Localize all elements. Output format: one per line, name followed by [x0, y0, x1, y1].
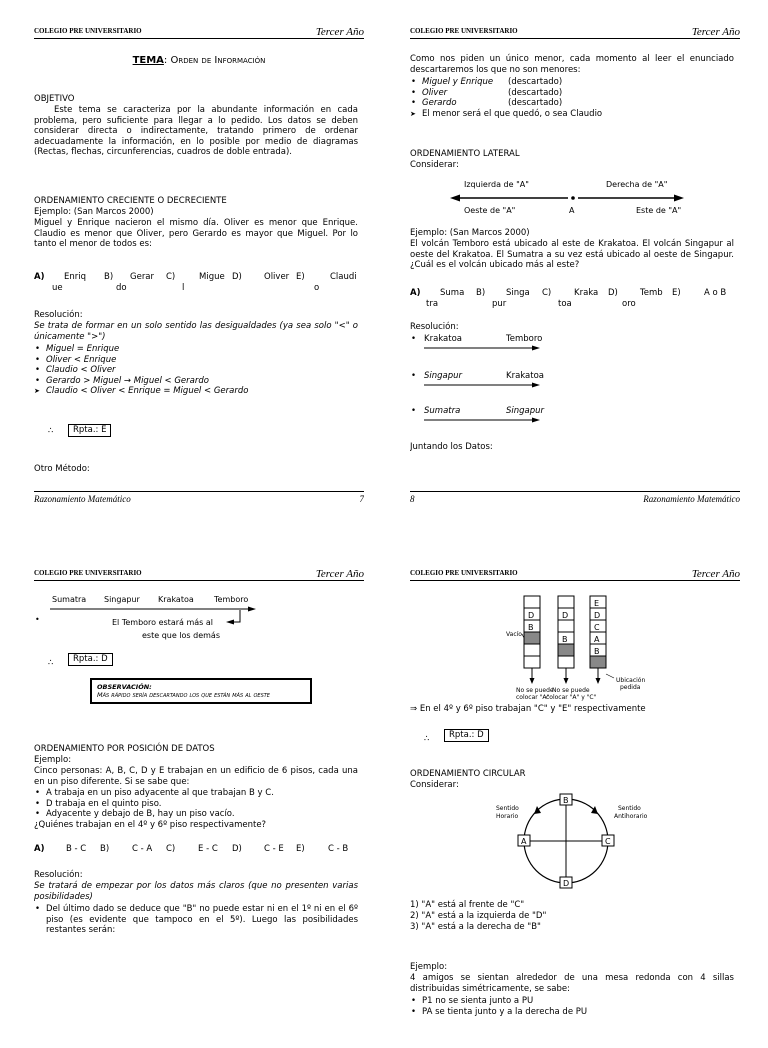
example-label: Ejemplo: (San Marcos 2000) [34, 207, 154, 217]
juntando-label: Juntando los Datos: [410, 442, 493, 452]
section-heading: ORDENAMIENTO CIRCULAR [410, 769, 526, 779]
problem-text: El volcán Temboro está ubicado al este de Krakatoa. El volcán Singapur al oeste del Krakatoa. El Sumatra a su vez está ubicado al oeste de Singapur. ¿Cuál es el volcán ubicado más al este? [410, 239, 734, 270]
building-diagram [410, 592, 740, 712]
example-label: Ejemplo: (San Marcos 2000) [410, 228, 530, 238]
svg-text:D: D [594, 611, 601, 620]
caption: Ubicación [616, 677, 646, 684]
section-heading: ORDENAMIENTO LATERAL [410, 149, 520, 159]
list-item: • Adyacente y debajo de B, hay un piso vacío. [34, 809, 274, 820]
book-title: Razonamiento Matemático [643, 494, 740, 504]
therefore-symbol: ∴ [48, 426, 54, 436]
resolution-label: Resolución: [34, 310, 83, 320]
svg-text:A: A [594, 635, 600, 644]
problem-text: Miguel y Enrique nacieron el mismo día. Oliver es menor que Enrique. Claudio es menor que Oliver, pero Gerardo es mayor que Miguel. Por lo tanto el menor de todos es: [34, 218, 358, 249]
intro-text: Como nos piden un único menor, cada momento al leer el enunciado descartaremos los que no son menores: [410, 54, 734, 75]
fact-line: 2) "A" está a la izquierda de "D" [410, 911, 547, 921]
course-year: Tercer Año [691, 25, 740, 38]
problem-text: 4 amigos se sientan alrededor de una mesa redonda con 4 sillas distribuidas simétricamente, se sabe: [410, 973, 734, 994]
question-text: ¿Quiénes trabajan en el 4º y 6º piso respectivamente? [34, 820, 267, 830]
svg-text:D: D [528, 611, 535, 620]
example-label: Ejemplo: [34, 755, 72, 765]
list-item: ➤ El menor será el que quedó, o sea Claudio [410, 109, 602, 120]
school-name: COLEGIO PRE UNIVERSITARIO [34, 26, 142, 35]
seat-a: A [521, 837, 527, 846]
book-title: Razonamiento Matemático [34, 494, 131, 504]
example-label: Ejemplo: [410, 962, 448, 972]
page-number: 7 [359, 494, 364, 504]
caption: pedida [620, 684, 641, 691]
counterclockwise-label: Antihorario [614, 813, 648, 820]
note-line: este que los demás [142, 631, 220, 640]
page-7: COLEGIO PRE UNIVERSITARIO Tercer Año TEMA: Orden de Información OBJETIVO Este tema se caracteriza por la abundante información en cada problema, pero suficiente para llegar a lo pedido. Los datos se deben considerar directa o indirectamente, tratando primero de ordenar adecuadamente la información, en lo posible por medio de diagramas (Rectas, flechas, circunferencias, cuadros de doble entrada). ORDENAMIENTO CRECIENTE O DECRECIENTE Ejemplo: (San Marcos 2000) Miguel y Enrique nacieron el mismo día. Oliver es menor que Enrique. Claudio es menor que Oliver, pero Gerardo es mayor que Miguel. Por lo tanto el menor de todos es: A) Enriq ue B) Gerar do C) Migue l D) Oliver E) Claudi o Resolución: Se trata de formar en un solo sentido las desigualdades (ya sea solo "<" o únicamente ">") • Miguel = Enrique • Oliver < Enrique • Claudio < Oliver • Gerardo > Miguel → Miguel < Gerardo ➤ Claudio < Oliver < Enrique = Miguel < Gerardo ∴ Rpta.: E Otro Método: Razonamiento Matemático 7 [34, 24, 364, 506]
svg-text:•: • [35, 615, 40, 624]
lateral-diagram [410, 176, 740, 226]
page-8: COLEGIO PRE UNIVERSITARIO Tercer Año Como nos piden un único menor, cada momento al leer el enunciado descartaremos los que no son menores: • Miguel y Enrique (descartado) • Oliver (descartado) • Gerardo (descartado) ➤ El menor será el que quedó, o sea Claudio ORDENAMIENTO LATERAL Considerar: Izquierda de "A" Derecha de "A" Oeste de "A" A Este de "A" Ejemplo: (San Marcos 2000) El volcán Temboro está ubicado al este de Krakatoa. El volcán Singapur al oeste del Krakatoa. El Sumatra a su vez está ubicado al oeste de Singapur. ¿Cuál es el volcán ubicado más al este? A) Suma tra B) Singa pur C) Kraka toa D) Temb oro E) A o B Resolución: • Krakatoa Temboro • Singapur Krakatoa • Sumatra Singapur Juntando los Datos: 8 Razonamiento Matemático [410, 24, 740, 506]
list-item: ➤ Claudio < Oliver < Enrique = Miguel < Gerardo [34, 386, 248, 397]
page-9: COLEGIO PRE UNIVERSITARIO Tercer Año Sumatra Singapur Krakatoa Temboro • El Temboro estará más al este que los demás ∴ Rpta.: D OBSERVACIÓN: Más rápido sería descartando los que están más al oeste ORDENAMIENTO POR POSICIÓN DE DATOS Ejemplo: Cinco personas: A, B, C, D y E trabajan en un edificio de 6 pisos, cada una en un piso diferente. Si se sabe que: • A trabaja en un piso adyacente al que trabajan B y C. • D trabaja en el quinto piso. • Adyacente y debajo de B, hay un piso vacío. ¿Quiénes trabajan en el 4º y 6º piso respectivamente? A) B - C B) C - A C) E - C D) C - E E) C - B Resolución: Se tratará de empezar por los datos más claros (que no presenten varias posibilidades) • Del último dado se deduce que "B" no puede estar ni en el 1º ni en el 6º piso (es evidente que tampoco en el 5º). Luego las posibilidades restantes serán: [34, 566, 364, 1048]
note-line: El Temboro estará más al [112, 618, 213, 627]
caption: colocar "A" [516, 694, 550, 701]
page-footer [410, 491, 740, 506]
page-10 [410, 566, 740, 1048]
therefore-symbol: ∴ [48, 658, 54, 668]
list-item: • Oliver < Enrique [34, 355, 248, 366]
section-heading: OBJETIVO [34, 94, 75, 104]
course-year: Tercer Año [315, 25, 364, 38]
point-a-label: A [569, 206, 575, 215]
answer-box: Rpta.: D [68, 653, 113, 666]
problem-text: Cinco personas: A, B, C, D y E trabajan en un edificio de 6 pisos, cada una en un piso diferente. Si se sabe que: [34, 766, 358, 787]
conditions-list [34, 788, 274, 820]
fact-line: 3) "A" está a la derecha de "B" [410, 922, 541, 932]
clockwise-label: Horario [496, 813, 519, 820]
svg-text:B: B [562, 635, 568, 644]
section-heading: ORDENAMIENTO POR POSICIÓN DE DATOS [34, 744, 215, 754]
list-item: • Claudio < Oliver [34, 365, 248, 376]
caption: No se puede [552, 687, 590, 694]
therefore-symbol: ∴ [424, 734, 430, 744]
page-header [34, 24, 364, 39]
list-item: • P1 no se sienta junto a PU [410, 996, 587, 1007]
list-item: • Gerardo > Miguel → Miguel < Gerardo [34, 376, 248, 387]
list-item: • Miguel = Enrique [34, 344, 248, 355]
conclusion-text: ⇒ En el 4º y 6º piso trabajan "C" y "E" respectivamente [410, 704, 646, 714]
deduction-list [34, 904, 358, 936]
list-item: • Miguel y Enrique (descartado) [410, 77, 602, 88]
answer-box: Rpta.: D [444, 729, 489, 742]
caption: colocar "A" y "C" [546, 694, 597, 701]
school-name: COLEGIO PRE UNIVERSITARIO [410, 26, 518, 35]
page-header [410, 566, 740, 581]
volcano-label: Temboro [214, 595, 249, 604]
seat-b: B [563, 796, 569, 805]
clockwise-label: Sentido [496, 805, 519, 812]
resolution-text: Se trata de formar en un solo sentido las desigualdades (ya sea solo "<" o únicamente ">") [34, 321, 358, 342]
circular-diagram [410, 792, 740, 892]
joined-diagram [34, 592, 364, 652]
resolution-label: Resolución: [410, 322, 459, 332]
list-item: • PA se tienta junto y a la derecha de PU [410, 1007, 587, 1018]
page-title: TEMA: Orden de Información [132, 55, 266, 66]
svg-text:D: D [562, 611, 569, 620]
considerar-label: Considerar: [410, 160, 459, 170]
svg-text:B: B [594, 647, 600, 656]
discard-list [410, 77, 602, 119]
resolution-text: Se tratará de empezar por los datos más claros (que no presenten varias posibilidades) [34, 881, 358, 902]
section-heading: ORDENAMIENTO CRECIENTE O DECRECIENTE [34, 196, 227, 206]
objetivo-text: Este tema se caracteriza por la abundante información en cada problema, pero suficiente para llegar a lo pedido. Los datos se deben considerar directa o indirectamente, tratando primero de ordenar adecuadamente la información, en lo posible por medio de diagramas (Rectas, flechas, circunferencias, cuadros de doble entrada). [34, 105, 358, 157]
list-item: • Oliver (descartado) [410, 88, 602, 99]
page-header [34, 566, 364, 581]
svg-text:C: C [594, 623, 600, 632]
counterclockwise-label: Sentido [618, 805, 641, 812]
list-item: • Del último dado se deduce que "B" no puede estar ni en el 1º ni en el 6º piso (es evidente que tampoco en el 5º). Luego las posibilidades restantes serán: [34, 904, 358, 936]
answer-box: Rpta.: E [68, 424, 111, 437]
other-method: Otro Método: [34, 464, 90, 474]
list-item: • D trabaja en el quinto piso. [34, 799, 274, 810]
conditions-list [410, 996, 587, 1017]
seat-c: C [605, 837, 611, 846]
list-item: • Gerardo (descartado) [410, 98, 602, 109]
right-label: Derecha de "A" [606, 180, 668, 189]
page-number: 8 [410, 494, 415, 504]
resolution-label: Resolución: [34, 870, 83, 880]
inequality-list [34, 344, 248, 397]
school-name: COLEGIO PRE UNIVERSITARIO [34, 568, 142, 577]
course-year: Tercer Año [691, 567, 740, 580]
east-label: Este de "A" [636, 206, 682, 215]
volcano-label: Krakatoa [158, 595, 194, 604]
volcano-label: Sumatra [52, 595, 87, 604]
svg-text:E: E [594, 599, 600, 608]
left-label: Izquierda de "A" [464, 180, 529, 189]
school-name: COLEGIO PRE UNIVERSITARIO [410, 568, 518, 577]
considerar-label: Considerar: [410, 780, 459, 790]
west-label: Oeste de "A" [464, 206, 516, 215]
page-footer [34, 491, 364, 506]
page-header [410, 24, 740, 39]
caption: No se puede [516, 687, 554, 694]
fact-line: 1) "A" está al frente de "C" [410, 900, 525, 910]
observation-box: OBSERVACIÓN: Más rápido sería descartando los que están más al oeste [90, 678, 312, 704]
course-year: Tercer Año [315, 567, 364, 580]
empty-label: Vacío [506, 631, 522, 638]
seat-d: D [563, 879, 570, 888]
volcano-label: Singapur [104, 595, 140, 604]
svg-text:B: B [528, 623, 534, 632]
list-item: • A trabaja en un piso adyacente al que trabajan B y C. [34, 788, 274, 799]
